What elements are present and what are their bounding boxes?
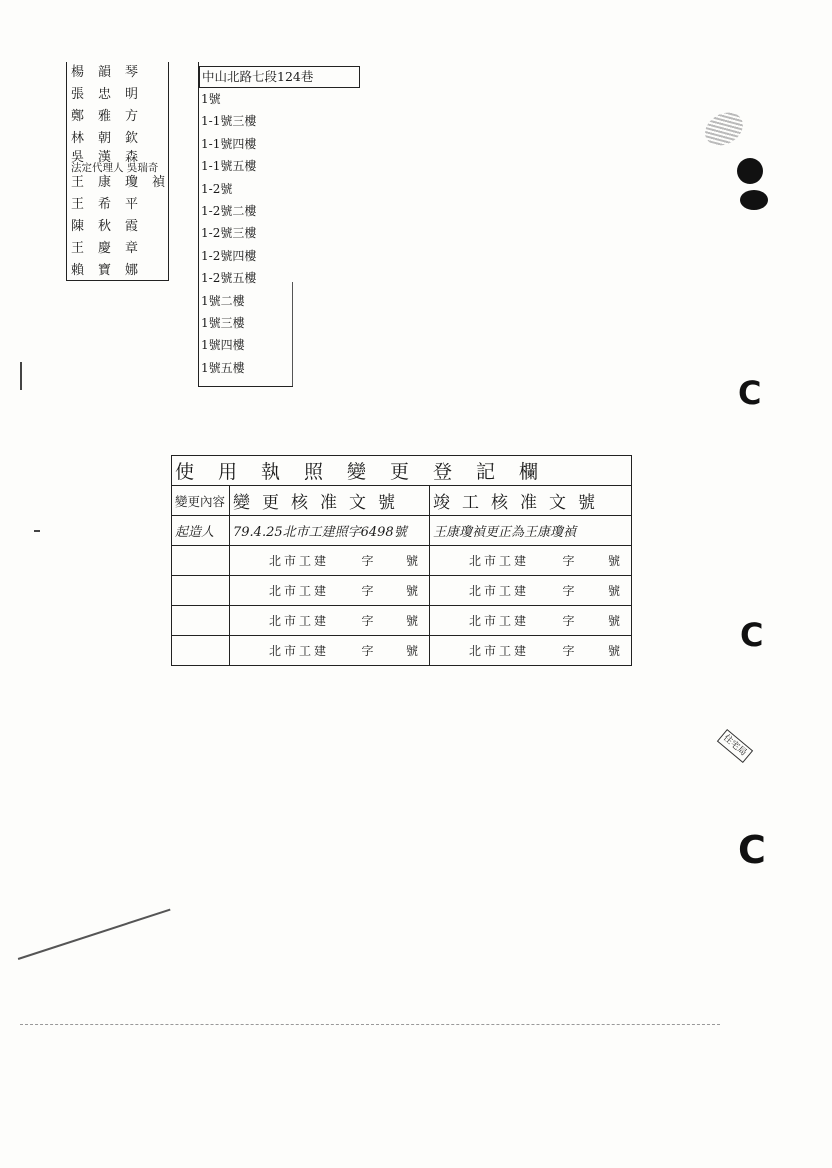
doc-prefix: 北市工建 (269, 644, 330, 658)
doc-prefix: 北市工建 (269, 614, 330, 628)
owner-name: 楊韻琴 (71, 65, 153, 80)
doc-prefix: 北市工建 (469, 614, 530, 628)
doc-char: 字 (562, 614, 575, 628)
binder-hole-mark (740, 190, 768, 210)
owner-name: 張忠明 (71, 87, 153, 102)
address-unit: 1號二樓 (201, 293, 245, 308)
scan-speck (20, 362, 22, 390)
change-content-cell: 起造人 (172, 516, 230, 546)
owner-name: 陳秋霞 (71, 219, 153, 234)
address-unit: 1-2號三樓 (201, 226, 257, 241)
address-unit: 1-2號五樓 (201, 271, 257, 286)
table-row (172, 576, 632, 606)
approval-number-cell (230, 576, 430, 606)
divider (199, 386, 293, 387)
change-content-cell (172, 576, 230, 606)
header-change-content: 變更內容 (172, 486, 230, 516)
binder-hole-mark (737, 158, 763, 184)
doc-prefix: 北市工建 (469, 554, 530, 568)
address-unit: 1號三樓 (201, 315, 245, 330)
completion-number-cell (430, 576, 632, 606)
address-unit: 1號五樓 (201, 360, 245, 375)
change-content-cell (172, 606, 230, 636)
seal-stamp: 住宅局 (717, 729, 753, 763)
approval-number-cell (230, 546, 430, 576)
change-content-cell (172, 546, 230, 576)
owner-name: 王慶章 (71, 241, 153, 256)
binder-clip-mark: C (738, 828, 766, 872)
doc-suffix: 號 (608, 554, 621, 568)
doc-char: 字 (361, 554, 374, 568)
binder-clip-mark: C (740, 616, 764, 654)
address-unit: 1-1號五樓 (201, 159, 257, 174)
doc-suffix: 號 (405, 644, 418, 658)
doc-prefix: 北市工建 (469, 584, 530, 598)
owner-name: 鄭雅方 (71, 109, 153, 124)
doc-suffix: 號 (405, 554, 418, 568)
owner-name: 賴寶娜 (71, 263, 153, 278)
owner-name: 吳漢森 (71, 150, 153, 165)
address-list (198, 62, 314, 387)
doc-char: 字 (562, 554, 575, 568)
doc-char: 字 (361, 584, 374, 598)
faded-stamp-mark (699, 106, 749, 152)
doc-suffix: 號 (608, 584, 621, 598)
header-completion-number: 竣工核准文號 (430, 486, 632, 516)
owner-name: 林朝欽 (71, 131, 153, 146)
change-registry-table (171, 455, 632, 666)
address-unit: 1號 (201, 92, 221, 106)
address-unit: 1號四樓 (201, 338, 245, 353)
doc-suffix: 號 (608, 614, 621, 628)
owner-name: 王希平 (71, 197, 153, 212)
table-row (172, 606, 632, 636)
address-header: 中山北路七段124巷 (199, 66, 360, 88)
address-unit: 1-2號四樓 (201, 248, 257, 263)
address-unit: 1-1號三樓 (201, 114, 257, 129)
doc-prefix: 北市工建 (269, 554, 330, 568)
owner-names-list (66, 62, 180, 281)
doc-char: 字 (562, 644, 575, 658)
registry-title: 使用執照變更登記欄 (172, 456, 632, 486)
owner-guardian: 法定代理人 吳瑞奇 (71, 162, 159, 174)
completion-number-cell: 王康瓊禎更正為王康瓊禎 (430, 516, 632, 546)
doc-suffix: 號 (608, 644, 621, 658)
table-row (172, 636, 632, 666)
binder-clip-mark: C (738, 374, 762, 412)
owner-name: 王康瓊禎 (71, 175, 180, 190)
doc-prefix: 北市工建 (269, 584, 330, 598)
doc-suffix: 號 (405, 584, 418, 598)
table-row (172, 516, 632, 546)
doc-char: 字 (361, 644, 374, 658)
completion-number-cell (430, 606, 632, 636)
approval-number-cell: 79.4.25北市工建照字6498號 (230, 516, 430, 546)
address-unit: 1-1號四樓 (201, 136, 257, 151)
scan-scratch (18, 909, 171, 960)
change-content-cell (172, 636, 230, 666)
doc-char: 字 (361, 614, 374, 628)
divider (292, 282, 293, 387)
doc-char: 字 (562, 584, 575, 598)
doc-suffix: 號 (405, 614, 418, 628)
address-unit: 1-2號二樓 (201, 203, 257, 218)
table-row (172, 546, 632, 576)
scan-line (20, 1024, 720, 1025)
scan-speck (34, 530, 40, 532)
approval-number-cell (230, 636, 430, 666)
completion-number-cell (430, 636, 632, 666)
doc-prefix: 北市工建 (469, 644, 530, 658)
completion-number-cell (430, 546, 632, 576)
approval-number-cell (230, 606, 430, 636)
address-unit: 1-2號 (201, 181, 233, 196)
header-approval-number: 變更核准文號 (230, 486, 430, 516)
